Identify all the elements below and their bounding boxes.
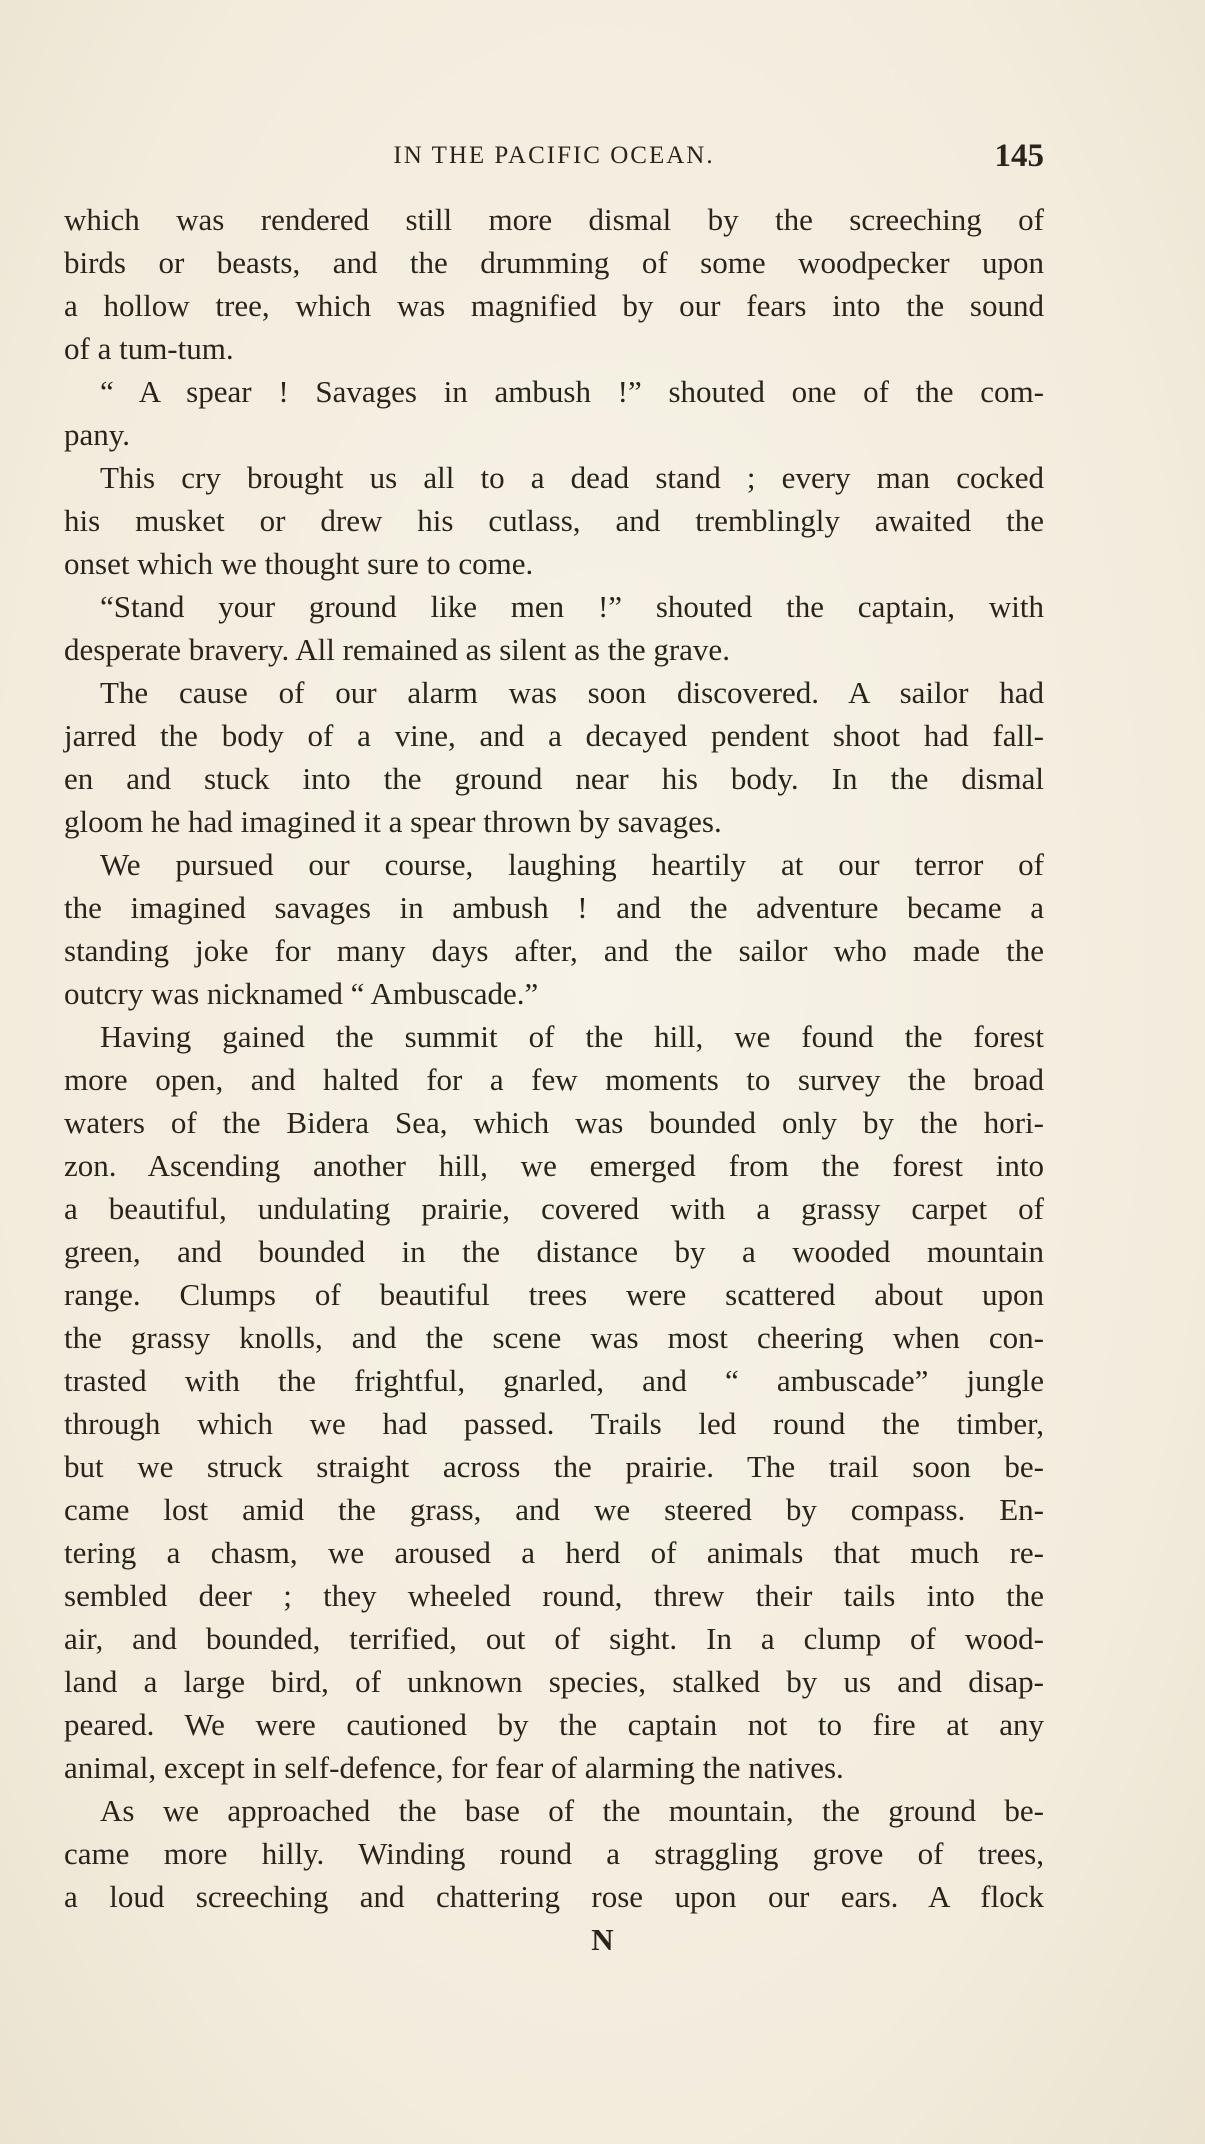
text-line: waters of the Bidera Sea, which was bounded only by the hori- xyxy=(64,1105,1044,1140)
text-line: gloom he had imagined it a spear thrown by savages. xyxy=(64,804,722,839)
running-title: IN THE PACIFIC OCEAN. xyxy=(393,142,715,169)
text-line: pany. xyxy=(64,417,130,452)
text-line: standing joke for many days after, and the sailor who made the xyxy=(64,933,1044,968)
text-line: through which we had passed. Trails led round the timber, xyxy=(64,1406,1044,1441)
text-line: sembled deer ; they wheeled round, threw their tails into the xyxy=(64,1578,1044,1613)
text-line: range. Clumps of beautiful trees were scattered about upon xyxy=(64,1277,1044,1312)
text-line: more open, and halted for a few moments to survey the broad xyxy=(64,1062,1044,1097)
text-line: This cry brought us all to a dead stand ; every man cocked xyxy=(100,460,1044,495)
text-line: a loud screeching and chattering rose upon our ears. A flock xyxy=(64,1879,1044,1914)
text-line: birds or beasts, and the drumming of some woodpecker upon xyxy=(64,245,1044,280)
text-line: We pursued our course, laughing heartily at our terror of xyxy=(100,847,1044,882)
text-line: outcry was nicknamed “ Ambuscade.” xyxy=(64,976,539,1011)
text-line: the grassy knolls, and the scene was most cheering when con- xyxy=(64,1320,1044,1355)
text-line: Having gained the summit of the hill, we found the forest xyxy=(100,1019,1044,1054)
text-line: a hollow tree, which was magnified by our fears into the sound xyxy=(64,288,1044,323)
signature-mark: N xyxy=(591,1922,614,1957)
text-line: his musket or drew his cutlass, and tremblingly awaited the xyxy=(64,503,1044,538)
text-line: zon. Ascending another hill, we emerged from the forest into xyxy=(64,1148,1044,1183)
text-line: “Stand your ground like men !” shouted the captain, with xyxy=(100,589,1044,624)
text-line: which was rendered still more dismal by the screeching of xyxy=(64,202,1044,237)
text-line: tering a chasm, we aroused a herd of animals that much re- xyxy=(64,1535,1044,1570)
body-text xyxy=(64,198,1044,1918)
text-line: en and stuck into the ground near his body. In the dismal xyxy=(64,761,1044,796)
text-line: the imagined savages in ambush ! and the adventure became a xyxy=(64,890,1044,925)
text-line: The cause of our alarm was soon discovered. A sailor had xyxy=(100,675,1044,710)
running-head xyxy=(64,138,1044,178)
text-line: a beautiful, undulating prairie, covered with a grassy carpet of xyxy=(64,1191,1044,1226)
text-line: peared. We were cautioned by the captain not to fire at any xyxy=(64,1707,1044,1742)
text-line: came lost amid the grass, and we steered by compass. En- xyxy=(64,1492,1044,1527)
text-line: land a large bird, of unknown species, stalked by us and disap- xyxy=(64,1664,1044,1699)
text-line: animal, except in self-defence, for fear of alarming the natives. xyxy=(64,1750,844,1785)
text-line: air, and bounded, terrified, out of sight. In a clump of wood- xyxy=(64,1621,1044,1656)
page-number: 145 xyxy=(994,138,1044,174)
text-line: of a tum-tum. xyxy=(64,331,234,366)
text-line: green, and bounded in the distance by a wooded mountain xyxy=(64,1234,1044,1269)
text-line: came more hilly. Winding round a straggling grove of trees, xyxy=(64,1836,1044,1871)
text-line: “ A spear ! Savages in ambush !” shouted one of the com- xyxy=(100,374,1044,409)
text-line: jarred the body of a vine, and a decayed pendent shoot had fall- xyxy=(64,718,1044,753)
text-line: onset which we thought sure to come. xyxy=(64,546,534,581)
text-line: trasted with the frightful, gnarled, and “ ambuscade” jungle xyxy=(64,1363,1044,1398)
text-line: As we approached the base of the mountain, the ground be- xyxy=(100,1793,1044,1828)
text-line: but we struck straight across the prairie. The trail soon be- xyxy=(64,1449,1044,1484)
text-line: desperate bravery. All remained as silent as the grave. xyxy=(64,632,730,667)
